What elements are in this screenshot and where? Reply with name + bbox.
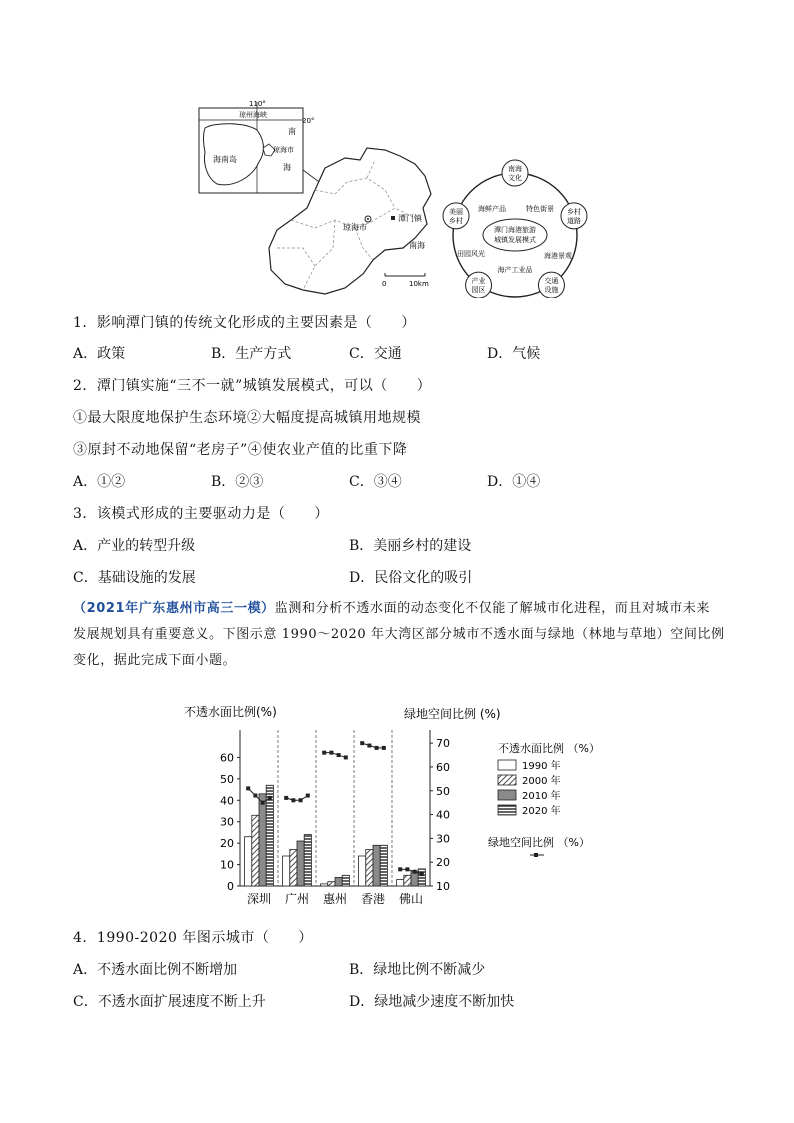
green-point	[322, 751, 326, 755]
green-line-惠州	[324, 753, 346, 758]
q4-option-d[interactable]: D．绿地减少速度不断加快	[349, 994, 515, 1010]
intro-line-1: 监测和分析不透水面的动态变化不仅能了解城市化进程，而且对城市未来	[274, 601, 710, 616]
green-point	[398, 867, 402, 871]
green-point	[253, 794, 257, 798]
q3-stem: 3．该模式形成的主要驱动力是（ ）	[73, 506, 329, 522]
green-point	[360, 741, 364, 745]
green-point	[261, 801, 265, 805]
diagram-node-label: 乡村	[566, 207, 581, 216]
legend-label: 2000 年	[522, 776, 561, 787]
left-tick-label: 40	[220, 794, 234, 808]
diagram-node-label: 园区	[471, 286, 486, 295]
q2-option-a[interactable]: A．①②	[73, 474, 126, 490]
q4-option-a[interactable]: A．不透水面比例不断增加	[73, 962, 238, 978]
intro-line-2: 发展规划具有重要意义。下图示意 1990～2020 年大湾区部分城市不透水面与绿地（林地与草地）空间比例	[73, 627, 725, 642]
left-tick-label: 20	[220, 837, 234, 851]
category-label: 佛山	[398, 892, 424, 906]
diagram-node-circle	[502, 160, 528, 186]
inset-map	[199, 100, 330, 193]
q4-option-c[interactable]: C．不透水面扩展速度不断上升	[73, 994, 266, 1010]
diagram-node-label: 道路	[566, 216, 581, 225]
green-point	[375, 746, 379, 750]
right-tick-label: 10	[436, 880, 450, 893]
map-city-label: 琼海市	[343, 223, 367, 232]
left-tick-label: 10	[220, 858, 234, 872]
diagram-node-label: 美丽	[449, 207, 464, 216]
right-tick-label: 30	[436, 832, 450, 846]
q1-option-d[interactable]: D．气候	[487, 346, 541, 362]
ring-label-industry: 海产工业品	[497, 266, 533, 274]
diagram-node-label: 交通	[544, 277, 559, 286]
green-point	[306, 794, 310, 798]
green-point	[246, 786, 250, 790]
bar-佛山-1990年	[397, 880, 404, 886]
legend-label: 1990 年	[522, 761, 561, 772]
q3-option-d[interactable]: D．民俗文化的吸引	[349, 570, 473, 586]
q2-statement-1: ①最大限度地保护生态环境②大幅度提高城镇用地规模	[73, 410, 421, 426]
green-point	[299, 798, 303, 802]
left-tick-label: 60	[220, 751, 234, 765]
left-tick-label: 50	[220, 772, 234, 786]
category-label: 深圳	[246, 892, 272, 906]
scale-zero: 0	[382, 280, 387, 288]
green-point	[413, 870, 417, 874]
diagram-node-label: 文化	[508, 174, 522, 182]
legend-swatch	[498, 790, 516, 800]
q2-statement-2: ③原封不动地保留“老房子”④使农业产值的比重下降	[73, 442, 408, 458]
q3-option-a[interactable]: A．产业的转型升级	[73, 538, 196, 554]
green-point	[337, 753, 341, 757]
bar-深圳-2010年	[259, 794, 266, 886]
bar-深圳-1990年	[245, 837, 252, 886]
diagram-center-line2: 城镇发展模式	[494, 236, 536, 244]
legend-green-title: 绿地空间比例 （%）	[488, 836, 590, 849]
green-point	[367, 744, 371, 748]
green-point	[268, 796, 272, 800]
legend-label: 2010 年	[522, 791, 561, 802]
bar-佛山-2020年	[418, 869, 425, 886]
legend-label: 2020 年	[522, 806, 561, 817]
legend-swatch	[498, 775, 516, 785]
intro-line-3: 变化，据此完成下面小题。	[73, 653, 237, 668]
q3-option-b[interactable]: B．美丽乡村的建设	[349, 538, 472, 554]
green-line-香港	[362, 743, 384, 748]
mode-diagram	[443, 160, 587, 298]
category-label: 香港	[360, 892, 386, 906]
diagram-node-label: 设施	[544, 286, 559, 295]
inset-sea-sea: 海	[283, 163, 291, 172]
q1-option-c[interactable]: C．交通	[349, 346, 402, 362]
legend-title: 不透水面比例 （%）	[498, 742, 600, 755]
green-point	[284, 796, 288, 800]
q2-option-c[interactable]: C．③④	[349, 474, 402, 490]
legend-swatch	[498, 760, 516, 770]
bar-惠州-2010年	[335, 877, 342, 886]
green-point	[420, 872, 424, 876]
left-tick-label: 0	[227, 880, 234, 893]
green-point	[405, 867, 409, 871]
q4-stem: 4．1990-2020 年图示城市（ ）	[73, 930, 313, 946]
figure-1	[195, 98, 615, 298]
inset-city-label: 琼海市	[273, 146, 294, 154]
q1-option-b[interactable]: B．生产方式	[211, 346, 292, 362]
left-axis-title: 不透水面比例(%)	[184, 705, 277, 719]
legend-green-marker	[534, 853, 538, 857]
ring-label-harbor: 海港景观	[544, 252, 572, 260]
green-point	[382, 746, 386, 750]
impervious-green-chart	[180, 700, 620, 910]
q1-option-a[interactable]: A．政策	[73, 346, 126, 362]
left-tick-label: 30	[220, 815, 234, 829]
inset-island-label: 海南岛	[213, 155, 237, 164]
bar-深圳-2020年	[266, 785, 273, 886]
q2-stem: 2．潭门镇实施“三不一就”城镇发展模式，可以（ ）	[73, 378, 432, 394]
bar-深圳-2000年	[252, 815, 259, 886]
right-tick-label: 50	[436, 784, 450, 798]
green-line-广州	[286, 796, 308, 801]
source-tag: （2021年广东惠州市高三一模）	[73, 601, 275, 616]
main-map	[269, 148, 431, 294]
bar-佛山-2000年	[404, 875, 411, 886]
bar-香港-2000年	[366, 850, 373, 886]
ring-label-pastoral: 田园风光	[457, 250, 485, 258]
bar-广州-2000年	[290, 850, 297, 886]
q2-option-d[interactable]: D．①④	[487, 474, 541, 490]
chart-legend	[488, 741, 600, 857]
bar-惠州-2000年	[328, 882, 335, 886]
inset-lon-label: 110°	[249, 100, 266, 108]
diagram-node-label: 产业	[471, 277, 486, 286]
q2-option-b[interactable]: B．②③	[211, 474, 264, 490]
right-tick-label: 70	[436, 737, 450, 751]
ring-label-street: 特色街景	[526, 205, 554, 213]
ring-label-seafood: 海鲜产品	[478, 205, 506, 213]
bar-香港-1990年	[359, 856, 366, 886]
bar-惠州-1990年	[321, 884, 328, 886]
right-axis-title: 绿地空间比例 (%)	[404, 707, 501, 721]
right-tick-label: 40	[436, 808, 450, 822]
green-point	[291, 798, 295, 802]
bar-香港-2020年	[380, 845, 387, 886]
bar-广州-1990年	[283, 856, 290, 886]
right-tick-label: 20	[436, 856, 450, 870]
map-sea-label: 南海	[409, 241, 425, 250]
bar-惠州-2020年	[342, 875, 349, 886]
inset-sea-south: 南	[288, 127, 296, 136]
q4-option-b[interactable]: B．绿地比例不断减少	[349, 962, 486, 978]
bar-广州-2020年	[304, 835, 311, 886]
inset-strait-label: 琼州海峡	[239, 111, 267, 119]
bar-香港-2010年	[373, 845, 380, 886]
green-point	[329, 751, 333, 755]
diagram-center-line1: 潭门海港旅游	[494, 226, 536, 234]
right-tick-label: 60	[436, 760, 450, 774]
diagram-node-label: 乡村	[449, 216, 464, 225]
map-town-label: 潭门镇	[398, 214, 422, 223]
green-point	[344, 755, 348, 759]
category-label: 惠州	[322, 892, 348, 906]
category-label: 广州	[284, 892, 310, 906]
q1-stem: 1．影响潭门镇的传统文化形成的主要因素是（ ）	[73, 315, 416, 331]
bar-广州-2010年	[297, 841, 304, 886]
intro-paragraph	[73, 596, 733, 674]
inset-lat-label: 20°	[302, 117, 315, 125]
scale-label: 10km	[409, 280, 429, 288]
legend-swatch	[498, 805, 516, 815]
diagram-node-label: 南海	[508, 165, 522, 173]
q3-option-c[interactable]: C．基础设施的发展	[73, 570, 196, 586]
